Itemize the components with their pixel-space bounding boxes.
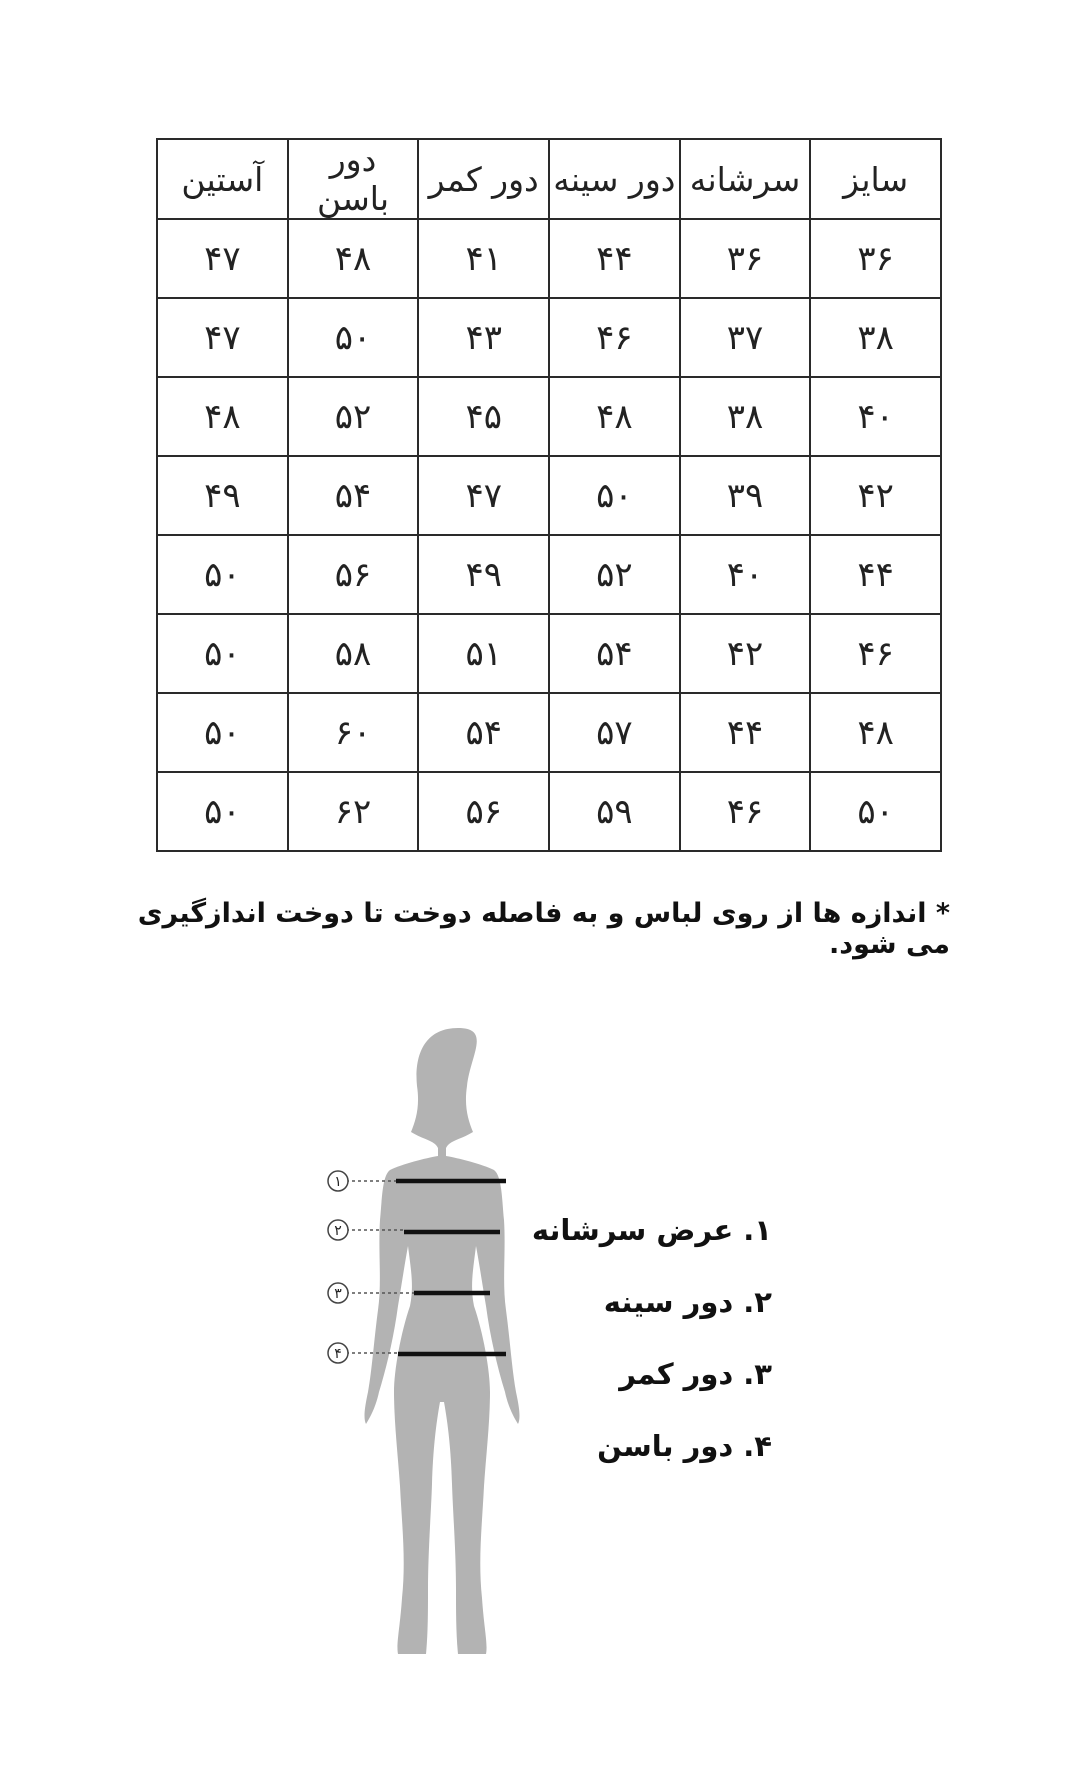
table-cell: ۵۰ bbox=[810, 772, 941, 851]
marker-3 bbox=[328, 1283, 348, 1303]
table-cell: ۴۲ bbox=[680, 614, 811, 693]
legend-number: ۱. bbox=[743, 1213, 772, 1247]
table-cell: ۶۰ bbox=[288, 693, 419, 772]
table-header-row bbox=[157, 139, 941, 219]
table-row bbox=[157, 456, 941, 535]
table-cell: ۴۸ bbox=[288, 219, 419, 298]
legend-item bbox=[560, 1426, 772, 1498]
legend-item bbox=[560, 1354, 772, 1426]
table-row bbox=[157, 614, 941, 693]
table-row bbox=[157, 219, 941, 298]
table-cell: ۳۷ bbox=[680, 298, 811, 377]
header-size: سایز bbox=[810, 139, 941, 219]
table-row bbox=[157, 693, 941, 772]
legend-label: عرض سرشانه bbox=[531, 1213, 734, 1247]
marker-label: ۱ bbox=[334, 1174, 342, 1190]
table-cell: ۵۰ bbox=[549, 456, 680, 535]
body-silhouette bbox=[365, 1028, 520, 1654]
table-cell: ۴۲ bbox=[810, 456, 941, 535]
table-cell: ۴۶ bbox=[810, 614, 941, 693]
table-cell: ۵۷ bbox=[549, 693, 680, 772]
measurement-note: * اندازه ها از روی لباس و به فاصله دوخت تا دوخت اندازگیری می شود. bbox=[137, 898, 950, 960]
table-cell: ۳۸ bbox=[810, 298, 941, 377]
measurement-legend bbox=[531, 1210, 772, 1498]
table-cell: ۴۹ bbox=[418, 535, 549, 614]
legend-number: ۲. bbox=[743, 1285, 772, 1319]
table-cell: ۵۰ bbox=[157, 535, 288, 614]
header-sleeve: آستین bbox=[157, 139, 288, 219]
table-cell: ۴۱ bbox=[418, 219, 549, 298]
table-cell: ۵۴ bbox=[418, 693, 549, 772]
header-hip: دور باسن bbox=[288, 139, 419, 219]
table-cell: ۶۲ bbox=[288, 772, 419, 851]
table-row bbox=[157, 772, 941, 851]
table-cell: ۴۷ bbox=[157, 298, 288, 377]
marker-label: ۳ bbox=[334, 1286, 342, 1302]
table-cell: ۳۶ bbox=[810, 219, 941, 298]
legend-number: ۴. bbox=[743, 1429, 772, 1463]
marker-4 bbox=[328, 1343, 348, 1363]
table-cell: ۵۶ bbox=[288, 535, 419, 614]
table-cell: ۵۴ bbox=[288, 456, 419, 535]
table-cell: ۴۷ bbox=[157, 219, 288, 298]
table-cell: ۳۸ bbox=[680, 377, 811, 456]
table-cell: ۴۸ bbox=[549, 377, 680, 456]
table-row bbox=[157, 535, 941, 614]
table-cell: ۵۰ bbox=[157, 614, 288, 693]
size-chart-table bbox=[156, 138, 942, 852]
table-cell: ۴۶ bbox=[680, 772, 811, 851]
marker-2 bbox=[328, 1220, 348, 1240]
table-row bbox=[157, 298, 941, 377]
table-cell: ۴۸ bbox=[810, 693, 941, 772]
marker-label: ۲ bbox=[334, 1223, 342, 1239]
legend-item bbox=[560, 1282, 772, 1354]
table-cell: ۵۸ bbox=[288, 614, 419, 693]
table-cell: ۴۴ bbox=[549, 219, 680, 298]
table-cell: ۵۹ bbox=[549, 772, 680, 851]
female-body-silhouette-icon bbox=[310, 1020, 570, 1670]
table-cell: ۴۸ bbox=[157, 377, 288, 456]
marker-1 bbox=[328, 1171, 348, 1191]
header-waist: دور کمر bbox=[418, 139, 549, 219]
table-cell: ۵۲ bbox=[288, 377, 419, 456]
header-chest: دور سینه bbox=[549, 139, 680, 219]
table-cell: ۴۷ bbox=[418, 456, 549, 535]
table-cell: ۴۵ bbox=[418, 377, 549, 456]
table-cell: ۵۰ bbox=[157, 693, 288, 772]
legend-number: ۳. bbox=[743, 1357, 772, 1391]
table-cell: ۴۰ bbox=[680, 535, 811, 614]
table-row bbox=[157, 377, 941, 456]
table-cell: ۳۹ bbox=[680, 456, 811, 535]
table-cell: ۴۴ bbox=[810, 535, 941, 614]
table-cell: ۵۴ bbox=[549, 614, 680, 693]
table-cell: ۵۶ bbox=[418, 772, 549, 851]
table-cell: ۵۲ bbox=[549, 535, 680, 614]
legend-label: دور کمر bbox=[619, 1357, 734, 1391]
legend-label: دور سینه bbox=[603, 1285, 734, 1319]
legend-label: دور باسن bbox=[597, 1429, 734, 1463]
table-cell: ۵۰ bbox=[157, 772, 288, 851]
table-cell: ۵۱ bbox=[418, 614, 549, 693]
table-cell: ۴۶ bbox=[549, 298, 680, 377]
table-cell: ۴۳ bbox=[418, 298, 549, 377]
table-cell: ۴۰ bbox=[810, 377, 941, 456]
table-cell: ۴۴ bbox=[680, 693, 811, 772]
header-shoulder: سرشانه bbox=[680, 139, 811, 219]
table-cell: ۳۶ bbox=[680, 219, 811, 298]
marker-label: ۴ bbox=[334, 1346, 342, 1362]
legend-item bbox=[531, 1210, 772, 1282]
table-cell: ۴۹ bbox=[157, 456, 288, 535]
table-cell: ۵۰ bbox=[288, 298, 419, 377]
